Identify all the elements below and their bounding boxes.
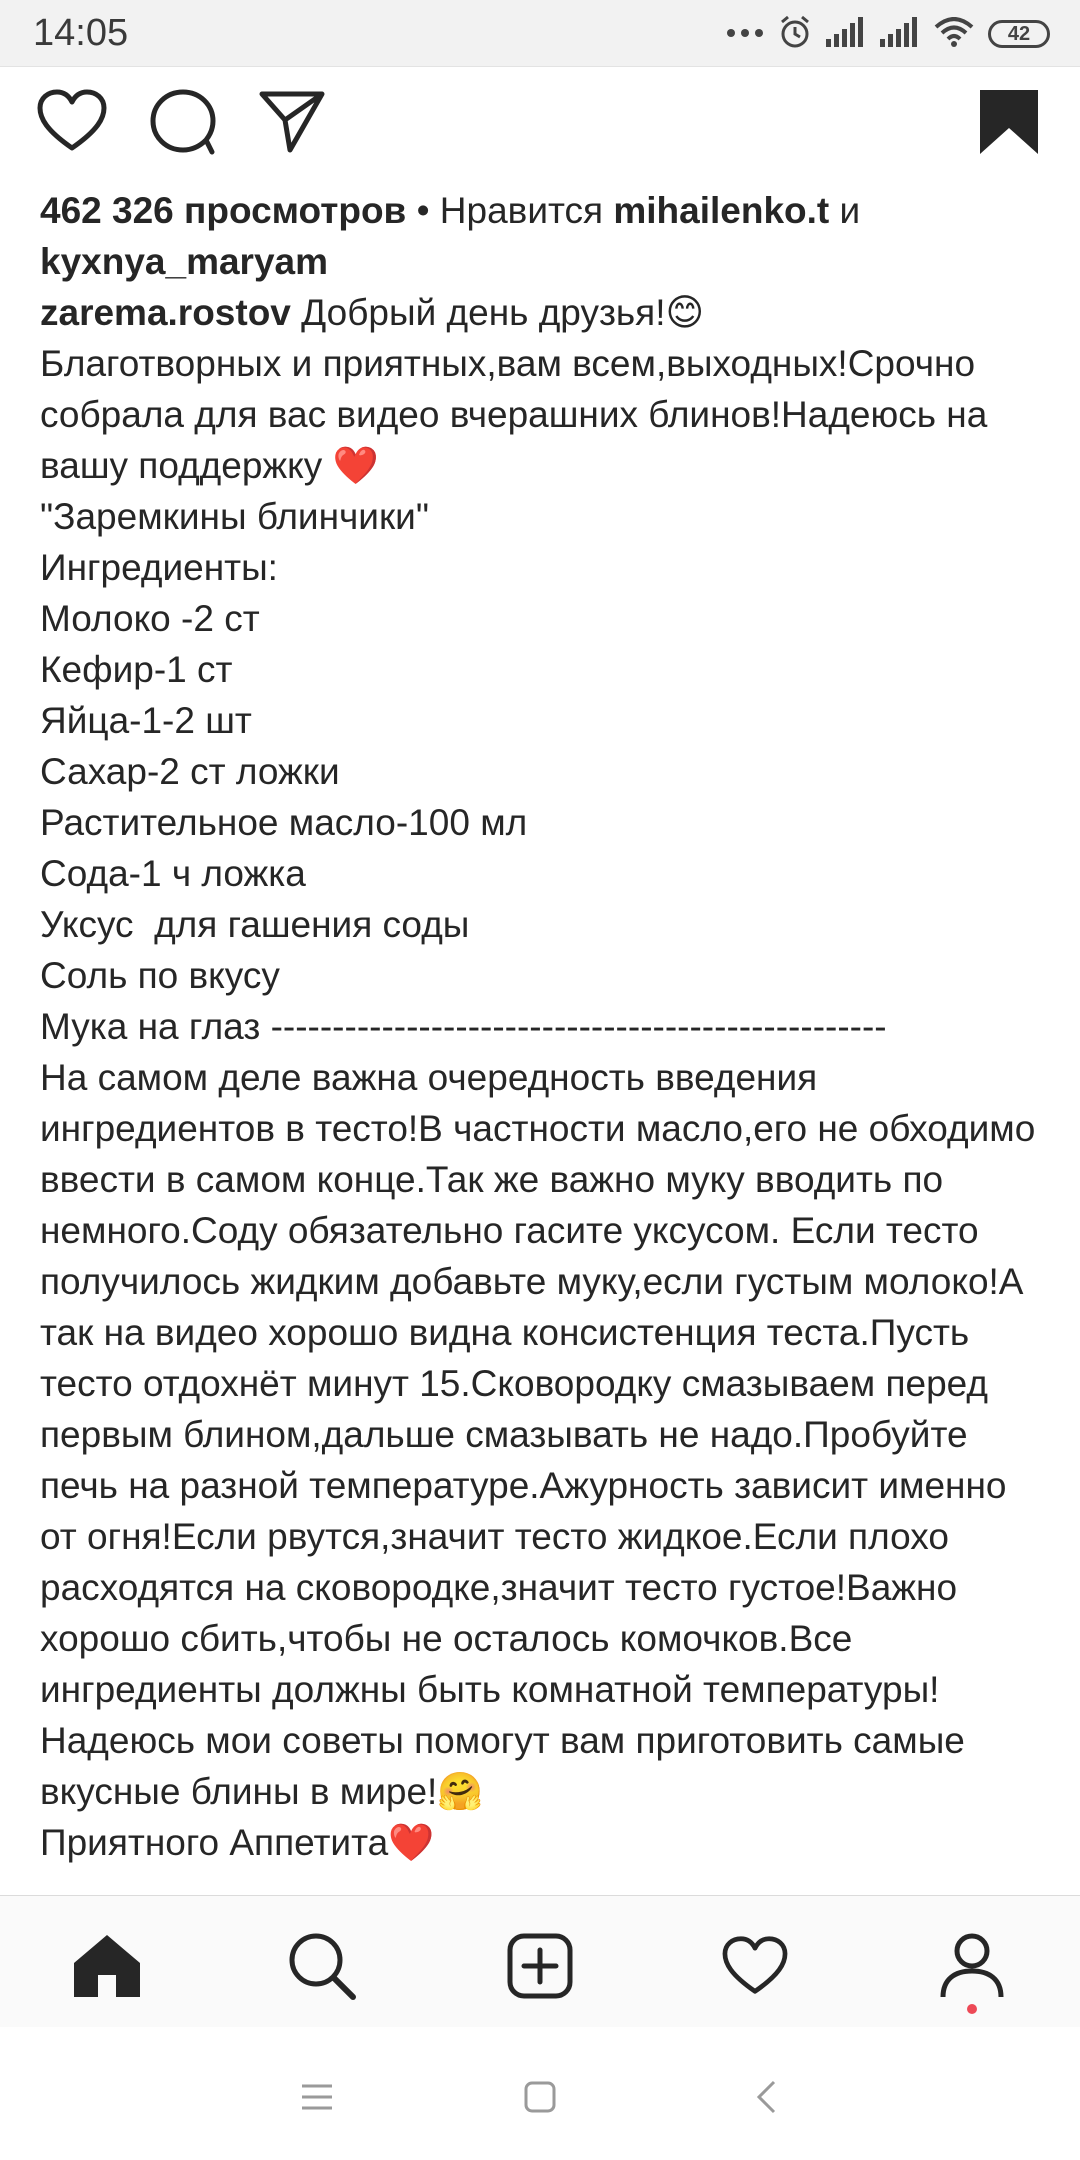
heart-icon[interactable]	[36, 86, 108, 163]
home-icon[interactable]	[67, 1926, 147, 2006]
views-count[interactable]: 462 326 просмотров	[40, 190, 407, 231]
signal-icon	[826, 17, 866, 52]
add-post-icon[interactable]	[500, 1926, 580, 2006]
home-square-icon[interactable]	[510, 2067, 570, 2127]
caption-text: Добрый день друзья!😊 Благотворных и приятных,вам всем,выходных!Срочно собрала для вас видео вчерашних блинов!Надеюсь на вашу поддержку ❤️ "Заремкины блинчики" Ингредиенты: Молоко -2 ст Кефир-1 ст Яйца-1-2 шт Сахар-2 ст ложки Растительное масло-100 мл Сода-1 ч ложка Уксус для гашения соды Соль по вкусу Мука на глаз -------------------------------------------------- На самом деле важна очередность введения ингредиентов в тесто!В частности масло,его не обходимо ввести в самом конце.Так же важно муку вводить по немного.Соду обязательно гасите уксусом. Если тесто получилось жидким добавьте муку,если густым молоко!А так на видео хорошо видна консистенция теста.Пусть тесто отдохнёт минут 15.Сковородку смазываем перед первым блином,дальше смазывать не надо.Пробуйте печь на разной температуре.Ажурность зависит именно от огня!Если рвутся,значит тесто жидкое.Если плохо расходятся на сковородке,значит тесто густое!Важно хорошо сбить,чтобы не осталось комочков.Все ингредиенты должны быть комнатной температуры! Надеюсь мои советы помогут вам приготовить самые вкусные блины в мире!🤗 Приятного Аппетита❤️	[40, 292, 1036, 1863]
post-content	[40, 185, 1050, 1868]
alarm-icon	[778, 15, 812, 54]
status-bar	[0, 0, 1080, 67]
likes-separator: • Нравится	[406, 190, 614, 231]
signal-icon-2	[880, 17, 920, 52]
system-nav	[0, 2027, 1080, 2160]
liked-by-user-1[interactable]: mihailenko.t	[613, 190, 830, 231]
battery-icon: 42	[988, 20, 1050, 48]
search-icon[interactable]	[282, 1926, 362, 2006]
post-caption	[40, 287, 1050, 1868]
share-icon[interactable]	[256, 86, 328, 163]
bottom-nav	[0, 1895, 1080, 2028]
post-action-bar	[0, 86, 1080, 166]
activity-heart-icon[interactable]	[715, 1926, 795, 2006]
likes-and: и	[829, 190, 861, 231]
profile-icon[interactable]	[932, 1926, 1012, 2006]
status-icons	[726, 14, 1050, 54]
notification-dot	[967, 2004, 977, 2014]
menu-icon[interactable]	[287, 2067, 347, 2127]
comment-icon[interactable]	[148, 86, 220, 163]
more-dots-icon	[726, 25, 764, 43]
likes-summary	[40, 185, 1050, 287]
bookmark-icon[interactable]	[976, 86, 1042, 163]
liked-by-user-2[interactable]: kyxnya_maryam	[40, 241, 328, 282]
caption-username[interactable]: zarema.rostov	[40, 292, 291, 333]
status-time: 14:05	[33, 12, 129, 54]
wifi-icon	[934, 17, 974, 52]
back-icon[interactable]	[736, 2067, 796, 2127]
